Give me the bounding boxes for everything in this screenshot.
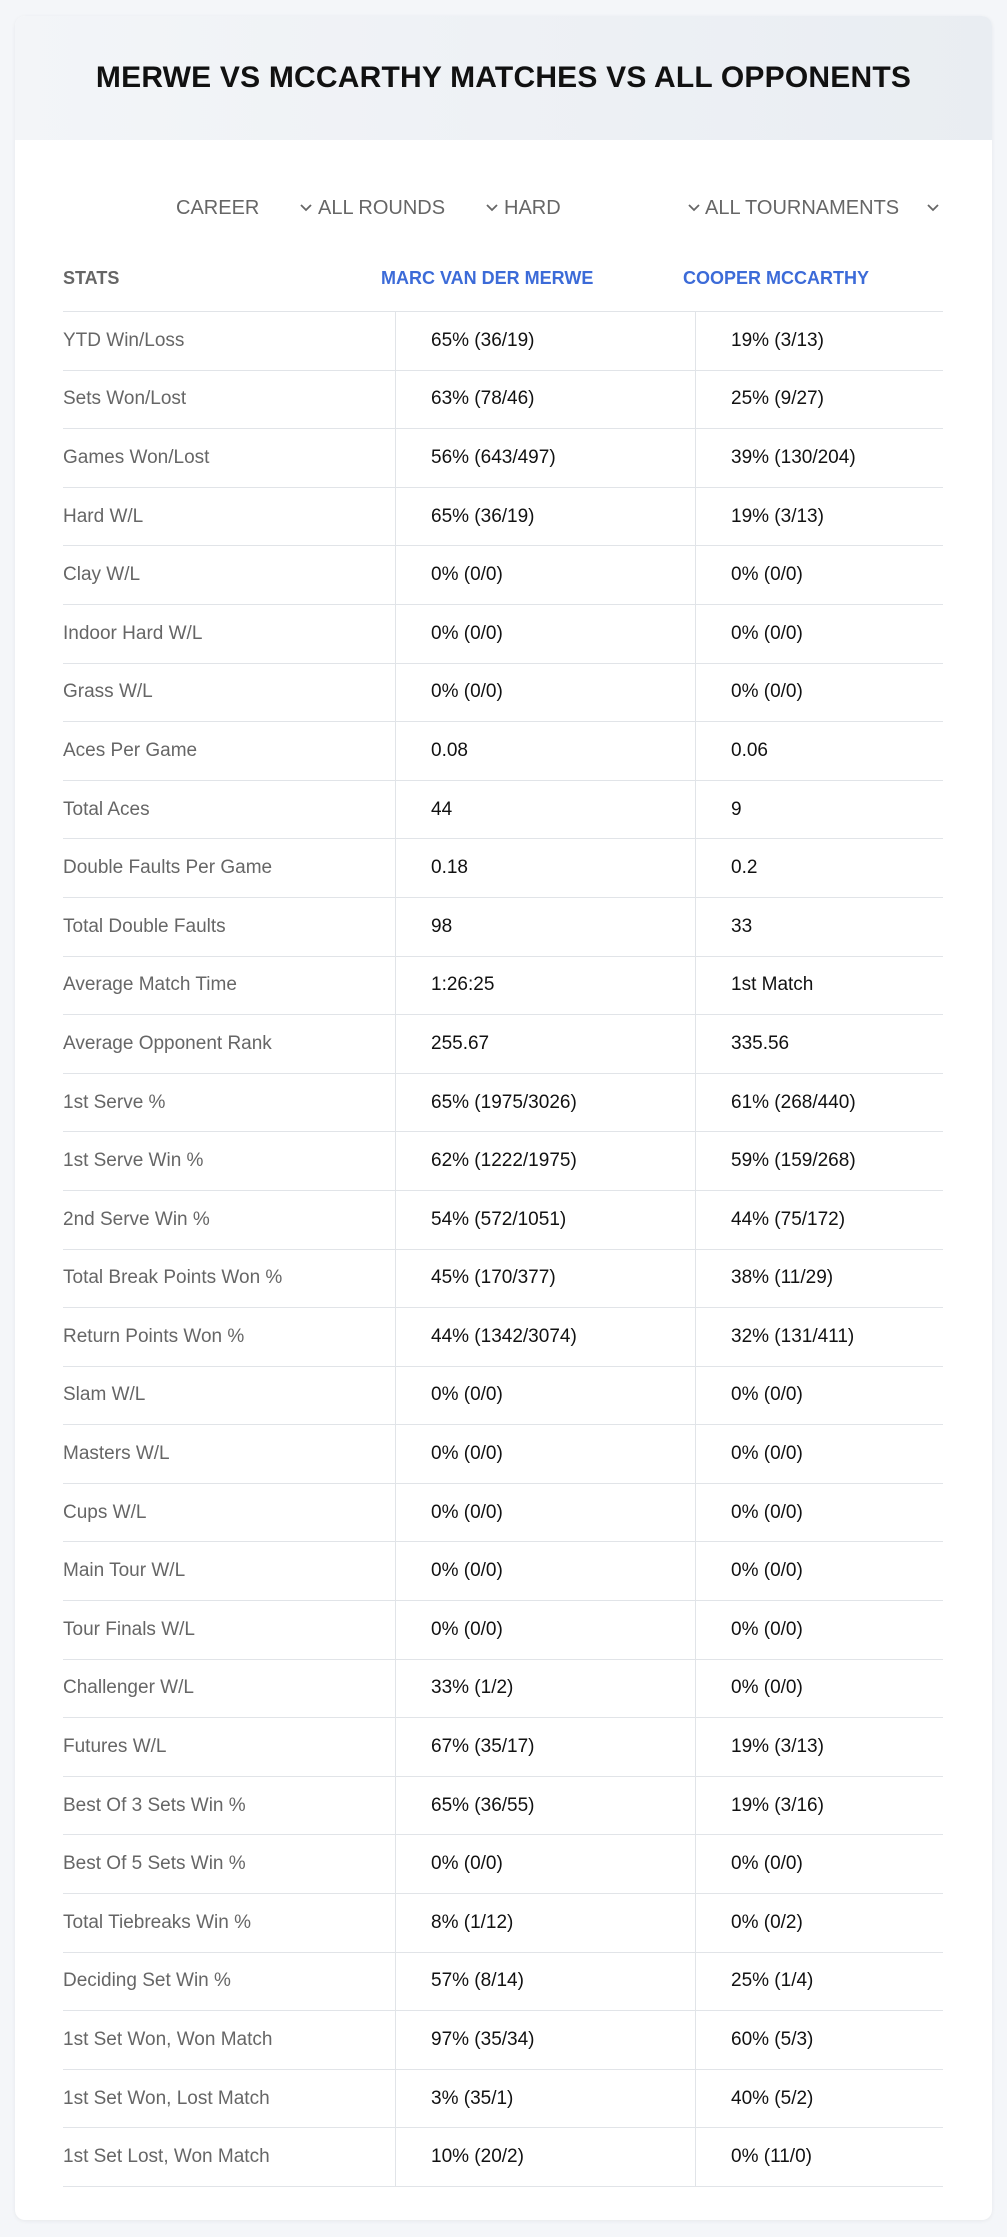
table-row [63, 488, 943, 547]
stat-label: Double Faults Per Game [63, 857, 273, 879]
player2-stat-value: 19% (3/13) [731, 1736, 824, 1758]
player1-stat-value: 57% (8/14) [431, 1970, 524, 1992]
player1-stat-value: 44 [431, 798, 453, 820]
stat-label: Masters W/L [63, 1443, 170, 1465]
column-divider [395, 1953, 396, 2012]
filter-period-select[interactable] [176, 188, 312, 228]
column-divider [395, 429, 396, 488]
column-divider [395, 1132, 396, 1191]
column-divider [695, 781, 696, 840]
table-row [63, 2070, 943, 2129]
player2-stat-value: 19% (3/16) [731, 1794, 824, 1816]
stat-label: Sets Won/Lost [63, 388, 187, 410]
filter-rounds-value: ALL ROUNDS [318, 196, 446, 219]
player2-stat-value: 32% (131/411) [731, 1325, 855, 1347]
player2-column-header[interactable]: COOPER MCCARTHY [683, 268, 870, 288]
column-divider [695, 1308, 696, 1367]
stat-label: Slam W/L [63, 1384, 146, 1406]
column-divider [695, 722, 696, 781]
stat-label: Games Won/Lost [63, 446, 210, 468]
column-divider [695, 957, 696, 1016]
stat-label: Main Tour W/L [63, 1560, 186, 1582]
table-row [63, 1250, 943, 1309]
table-row [63, 1308, 943, 1367]
stat-label: Average Opponent Rank [63, 1032, 272, 1054]
stat-label: Indoor Hard W/L [63, 622, 203, 644]
column-divider [695, 429, 696, 488]
player1-column-header[interactable]: MARC VAN DER MERWE [381, 268, 594, 288]
column-divider [695, 2070, 696, 2129]
player1-stat-value: 33% (1/2) [431, 1677, 514, 1699]
player2-stat-value: 38% (11/29) [731, 1267, 834, 1289]
stats-table [63, 246, 943, 2187]
column-divider [395, 312, 396, 371]
column-divider [395, 839, 396, 898]
player2-stat-value: 0% (11/0) [731, 2146, 812, 2168]
table-row [63, 1777, 943, 1836]
stats-card [15, 16, 992, 2220]
stat-label: Total Double Faults [63, 915, 226, 937]
player1-stat-value: 0% (0/0) [431, 1443, 503, 1465]
chevron-down-icon [688, 202, 700, 214]
player1-stat-value: 0% (0/0) [431, 1501, 503, 1523]
player2-stat-value: 39% (130/204) [731, 446, 856, 468]
player2-stat-value: 0% (0/0) [731, 622, 803, 644]
filter-tournaments-value: ALL TOURNAMENTS [705, 196, 900, 219]
column-divider [695, 1367, 696, 1426]
player1-stat-value: 62% (1222/1975) [431, 1150, 577, 1172]
table-row [63, 2128, 943, 2187]
column-divider [395, 2128, 396, 2187]
column-divider [395, 1074, 396, 1133]
table-row [63, 1953, 943, 2012]
player2-stat-value: 335.56 [731, 1032, 790, 1054]
column-divider [695, 1601, 696, 1660]
table-row [63, 1660, 943, 1719]
column-divider [395, 1484, 396, 1543]
stat-label: Aces Per Game [63, 739, 198, 761]
table-row [63, 1074, 943, 1133]
stats-column-header: STATS [63, 268, 120, 288]
column-divider [695, 1953, 696, 2012]
table-row [63, 546, 943, 605]
stat-label: Total Aces [63, 798, 150, 820]
filter-rounds-select[interactable] [318, 188, 498, 228]
player1-stat-value: 0% (0/0) [431, 1618, 503, 1640]
player1-stat-value: 0% (0/0) [431, 1560, 503, 1582]
chevron-down-icon [927, 202, 939, 214]
column-divider [395, 371, 396, 430]
filter-tournaments-select[interactable] [705, 188, 939, 228]
player1-stat-value: 56% (643/497) [431, 446, 556, 468]
player2-stat-value: 1st Match [731, 974, 814, 996]
column-divider [395, 1015, 396, 1074]
column-divider [395, 1894, 396, 1953]
column-divider [395, 488, 396, 547]
player1-stat-value: 67% (35/17) [431, 1736, 535, 1758]
stat-label: Tour Finals W/L [63, 1618, 195, 1640]
stat-label: Best Of 3 Sets Win % [63, 1794, 246, 1816]
stat-label: Hard W/L [63, 505, 144, 527]
column-divider [695, 1718, 696, 1777]
table-row [63, 2011, 943, 2070]
column-divider [395, 1542, 396, 1601]
column-divider [395, 1835, 396, 1894]
player1-stat-value: 0.08 [431, 739, 468, 761]
stat-label: 1st Serve Win % [63, 1150, 204, 1172]
table-row [63, 664, 943, 723]
player1-stat-value: 63% (78/46) [431, 388, 535, 410]
player1-stat-value: 54% (572/1051) [431, 1208, 567, 1230]
column-divider [395, 664, 396, 723]
player2-stat-value: 60% (5/3) [731, 2029, 814, 2051]
column-divider [395, 546, 396, 605]
player2-stat-value: 40% (5/2) [731, 2087, 814, 2109]
column-divider [395, 1660, 396, 1719]
stat-label: 1st Serve % [63, 1091, 166, 1113]
player1-stat-value: 65% (1975/3026) [431, 1091, 577, 1113]
player1-stat-value: 1:26:25 [431, 974, 495, 996]
column-divider [695, 1542, 696, 1601]
column-divider [395, 1425, 396, 1484]
column-divider [395, 781, 396, 840]
page-title: MERWE VS MCCARTHY MATCHES VS ALL OPPONENTS [95, 61, 912, 94]
stat-label: 2nd Serve Win % [63, 1208, 210, 1230]
player1-stat-value: 255.67 [431, 1032, 490, 1054]
stat-label: YTD Win/Loss [63, 329, 185, 351]
column-divider [395, 1308, 396, 1367]
column-divider [695, 546, 696, 605]
table-row [63, 605, 943, 664]
column-divider [695, 2011, 696, 2070]
column-divider [695, 605, 696, 664]
player2-stat-value: 33 [731, 915, 753, 937]
table-row [63, 1894, 943, 1953]
player2-stat-value: 25% (1/4) [731, 1970, 814, 1992]
column-divider [395, 1601, 396, 1660]
table-row [63, 839, 943, 898]
stat-label: Return Points Won % [63, 1325, 245, 1347]
filter-bar [15, 188, 992, 228]
table-row [63, 1601, 943, 1660]
player1-stat-value: 44% (1342/3074) [431, 1325, 577, 1347]
table-row [63, 429, 943, 488]
player2-stat-value: 19% (3/13) [731, 505, 824, 527]
column-divider [695, 1777, 696, 1836]
player2-stat-value: 25% (9/27) [731, 388, 824, 410]
stat-label: Average Match Time [63, 974, 237, 996]
player2-stat-value: 0% (0/0) [731, 681, 803, 703]
stat-label: Deciding Set Win % [63, 1970, 231, 1992]
table-row [63, 1367, 943, 1426]
stat-label: Challenger W/L [63, 1677, 194, 1699]
player2-stat-value: 0% (0/0) [731, 1677, 803, 1699]
stat-label: Best Of 5 Sets Win % [63, 1853, 246, 1875]
filter-surface-select[interactable] [504, 188, 700, 228]
chevron-down-icon [486, 202, 498, 214]
column-divider [395, 1777, 396, 1836]
player1-stat-value: 98 [431, 915, 453, 937]
stat-label: Futures W/L [63, 1736, 167, 1758]
table-row [63, 1835, 943, 1894]
column-divider [695, 1250, 696, 1309]
player1-stat-value: 0% (0/0) [431, 1853, 503, 1875]
table-row [63, 781, 943, 840]
card-header [15, 16, 992, 140]
column-divider [695, 2128, 696, 2187]
column-divider [695, 1132, 696, 1191]
stat-label: Total Tiebreaks Win % [63, 1911, 251, 1933]
player2-stat-value: 0% (0/0) [731, 1384, 803, 1406]
table-row [63, 898, 943, 957]
column-divider [695, 839, 696, 898]
player1-stat-value: 3% (35/1) [431, 2087, 514, 2109]
column-divider [695, 1191, 696, 1250]
table-row [63, 1425, 943, 1484]
player2-stat-value: 9 [731, 798, 742, 820]
player1-stat-value: 8% (1/12) [431, 1911, 514, 1933]
player2-stat-value: 0% (0/0) [731, 1853, 803, 1875]
column-divider [695, 1484, 696, 1543]
table-row [63, 1015, 943, 1074]
player1-stat-value: 65% (36/19) [431, 329, 535, 351]
player1-stat-value: 0% (0/0) [431, 1384, 503, 1406]
player2-stat-value: 0% (0/0) [731, 1618, 803, 1640]
column-divider [395, 2011, 396, 2070]
stat-label: Grass W/L [63, 681, 153, 703]
stat-label: 1st Set Won, Lost Match [63, 2087, 270, 2109]
table-header [63, 246, 943, 312]
player2-stat-value: 0% (0/0) [731, 1443, 803, 1465]
player2-stat-value: 0% (0/0) [731, 1501, 803, 1523]
column-divider [695, 371, 696, 430]
player1-stat-value: 0% (0/0) [431, 681, 503, 703]
player2-stat-value: 0% (0/0) [731, 1560, 803, 1582]
player1-stat-value: 97% (35/34) [431, 2029, 535, 2051]
stat-label: Cups W/L [63, 1501, 147, 1523]
column-divider [695, 1425, 696, 1484]
column-divider [395, 1367, 396, 1426]
player1-stat-value: 0.18 [431, 857, 468, 879]
player2-stat-value: 0% (0/2) [731, 1911, 803, 1933]
player2-stat-value: 61% (268/440) [731, 1091, 856, 1113]
filter-period-value: CAREER [176, 196, 260, 219]
chevron-down-icon [300, 202, 312, 214]
table-row [63, 1718, 943, 1777]
column-divider [695, 1835, 696, 1894]
column-divider [695, 898, 696, 957]
column-divider [695, 1660, 696, 1719]
column-divider [695, 312, 696, 371]
column-divider [395, 722, 396, 781]
player1-stat-value: 0% (0/0) [431, 622, 503, 644]
table-row [63, 957, 943, 1016]
table-row [63, 371, 943, 430]
stat-label: 1st Set Won, Won Match [63, 2029, 273, 2051]
column-divider [695, 488, 696, 547]
player1-stat-value: 65% (36/19) [431, 505, 535, 527]
column-divider [395, 957, 396, 1016]
player2-stat-value: 59% (159/268) [731, 1150, 856, 1172]
column-divider [395, 898, 396, 957]
table-row [63, 1542, 943, 1601]
table-row [63, 312, 943, 371]
filter-surface-value: HARD [504, 196, 561, 219]
column-divider [395, 1191, 396, 1250]
table-row [63, 722, 943, 781]
column-divider [395, 605, 396, 664]
column-divider [395, 2070, 396, 2129]
stat-label: Total Break Points Won % [63, 1267, 283, 1289]
table-row [63, 1132, 943, 1191]
player1-stat-value: 0% (0/0) [431, 564, 503, 586]
player1-stat-value: 10% (20/2) [431, 2146, 524, 2168]
player2-stat-value: 0.2 [731, 857, 758, 879]
player2-stat-value: 0.06 [731, 739, 768, 761]
stat-label: 1st Set Lost, Won Match [63, 2146, 270, 2168]
table-row [63, 1484, 943, 1543]
player1-stat-value: 45% (170/377) [431, 1267, 556, 1289]
player1-stat-value: 65% (36/55) [431, 1794, 535, 1816]
player2-stat-value: 0% (0/0) [731, 564, 803, 586]
column-divider [395, 1250, 396, 1309]
column-divider [695, 1894, 696, 1953]
player2-stat-value: 44% (75/172) [731, 1208, 846, 1230]
player2-stat-value: 19% (3/13) [731, 329, 824, 351]
column-divider [395, 1718, 396, 1777]
table-body [63, 312, 943, 2187]
column-divider [695, 1015, 696, 1074]
column-divider [695, 1074, 696, 1133]
table-row [63, 1191, 943, 1250]
stat-label: Clay W/L [63, 564, 141, 586]
column-divider [695, 664, 696, 723]
